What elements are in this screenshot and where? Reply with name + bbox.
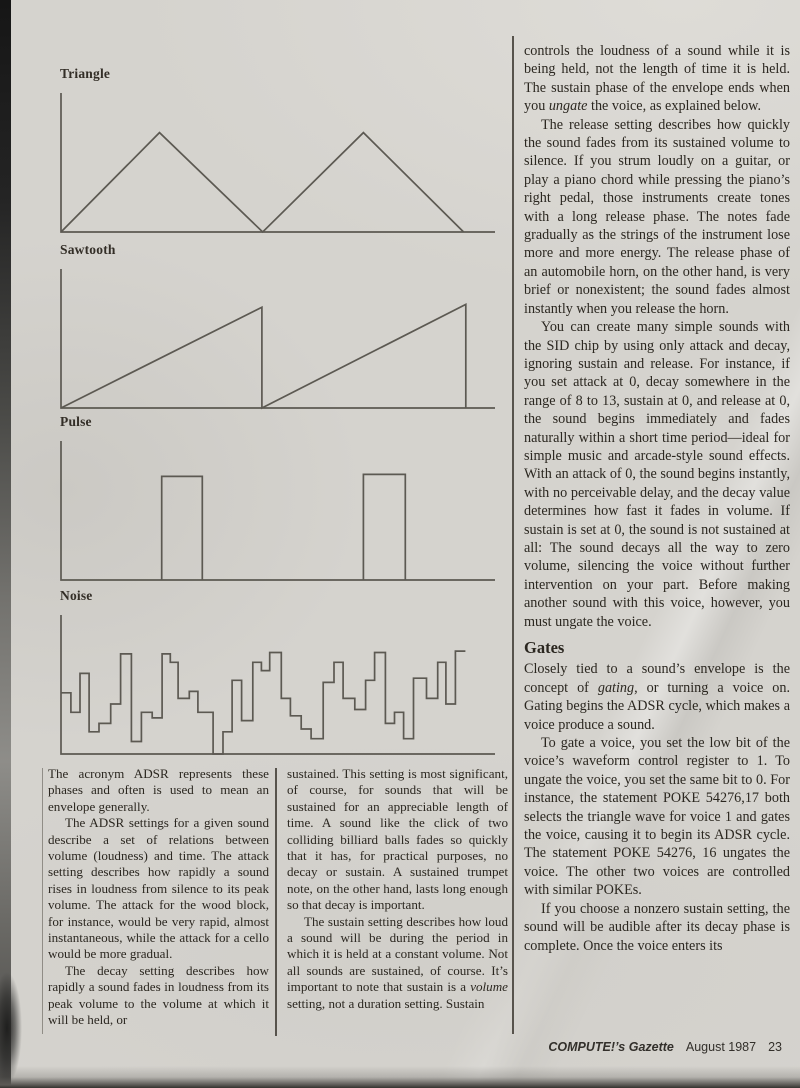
triangle-wave-path: [61, 133, 464, 232]
issue-date: August 1987: [685, 1040, 757, 1054]
article-column-1: [48, 766, 269, 1048]
body-text: the voice, as explained below.: [587, 98, 762, 115]
paragraph: [524, 116, 790, 318]
page-number: 23: [768, 1040, 782, 1054]
axis-lines: [61, 441, 495, 580]
sawtooth-wave-path: [61, 304, 466, 408]
section-heading: Gates: [524, 638, 565, 657]
column-rule-middle: [275, 768, 277, 1036]
waveform-label-pulse: Pulse: [60, 414, 92, 429]
axis-lines: [61, 269, 495, 408]
body-text: To gate a voice, you set the low bit of the voice’s waveform control register to 1. To ungate the voice, you set the same bit to 0. For instance, the statement POKE 54276,17 both selects the triangle wave for voice 1 and gates the voice, causing it to begin its ADSR cycle. The statement POKE 54276, 16 ungates the voice. The other two voices are controlled with similar POKEs.: [524, 735, 790, 899]
body-text: The acronym ADSR represents these phases and often is used to mean an envelope generally.: [48, 766, 269, 814]
italic-text: gating: [597, 679, 635, 696]
paragraph: [48, 963, 269, 1029]
body-text: setting, not a duration setting. Sustain: [287, 995, 485, 1011]
italic-text: ungate: [548, 98, 588, 115]
body-text: controls the loudness of a sound while it is being held, not the length of time it is held. The sustain phase of the envelope ends when you: [524, 43, 790, 115]
body-text: The sustain setting describes how loud a sound will be during the period in which it is held at a constant volume. Not all sounds are sustained, of course. It’s important to note that sustain is a: [287, 913, 508, 995]
body-text: You can create many simple sounds with the SID chip by using only attack and decay, ignoring sustain and release. For instance, if you set attack at 0, decay somewhere in the range of 8 to 13, sustain at 0, and release at 0, the sound begins immediately and fades naturally within a short time period—ideal for simple music and arcade-style sound effects. With an attack of 0, the sound begins instantly, with no perceivable delay, and the decay value determines how fast it fades in volume. If sustain is set at 0, the sound is not sustained at all: The sound decays all the way to zero volume, silencing the voice without further intervention on your part. Before making another sound with this voice, however, you must ungate the voice.: [524, 319, 790, 630]
triangle-waveform-plot: [56, 86, 496, 238]
page-footer: [548, 1040, 782, 1054]
paragraph: [287, 766, 508, 914]
paragraph: [48, 766, 269, 815]
column-rule-left: [42, 768, 43, 1034]
scan-edge-bottom: [0, 1066, 800, 1088]
waveform-label-sawtooth: Sawtooth: [60, 242, 116, 257]
body-text: , or turning a voice on. Gating begins the ADSR cycle, which makes a voice produce a sound.: [524, 679, 790, 733]
paragraph: [524, 734, 790, 900]
paragraph: [524, 900, 790, 955]
noise-waveform-plot: [56, 608, 496, 760]
pulse-waveform-plot: [56, 434, 496, 586]
waveform-label-noise: Noise: [60, 588, 93, 603]
body-text: The decay setting describes how rapidly a sound fades in loudness from its peak volume to the volume at which it will be held, or: [48, 962, 269, 1028]
body-text: If you choose a nonzero sustain setting, the sound will be audible after its decay phase is complete. Once the voice enters its: [524, 900, 790, 954]
article-column-3: [524, 42, 790, 1046]
waveform-figure-pulse: [56, 414, 496, 586]
axis-lines: [61, 615, 495, 754]
scan-edge-left: [0, 0, 11, 1088]
body-text: The release setting describes how quickly the sound fades from its sustained volume to silence. If you strum loudly on a guitar, or play a piano chord while pressing the piano’s right pedal, those instruments create tones with a long release phase. The notes fade gradually as the strings of the instrument lose more and more energy. The release phase of an automobile horn, on the other hand, is very brief or nonexistent; the sound fades almost instantly when you release the horn.: [524, 116, 790, 317]
italic-text: volume: [470, 979, 508, 995]
paragraph: [524, 318, 790, 631]
waveform-label-triangle: Triangle: [60, 66, 111, 81]
paragraph: [524, 42, 790, 116]
axis-lines: [61, 93, 495, 232]
body-text: Closely tied to a sound’s envelope is the concept of: [524, 661, 790, 696]
sawtooth-waveform-plot: [56, 262, 496, 414]
noise-wave-path: [61, 651, 465, 754]
waveform-figure-sawtooth: [56, 242, 496, 414]
magazine-name: COMPUTE!’s Gazette: [548, 1040, 674, 1054]
body-text: The ADSR settings for a given sound describe a set of relations between volume (loudness) and time. The attack setting describes how rapidly a sound rises in loudness from silence to its peak volume. The attack for the wood block, for instance, would be very rapid, almost instantaneous, while the attack for a cello would be more gradual.: [48, 815, 269, 962]
body-text: sustained. This setting is most significant, of course, for sounds that will be sustained for an appreciable length of time. A sound like the click of two colliding billiard balls fades so quickly that it has, for practical purposes, no decay or sustain. A sustained trumpet note, on the other hand, lasts long enough so that decay is important.: [287, 766, 508, 913]
paragraph: [524, 660, 790, 734]
waveform-figure-triangle: [56, 66, 496, 238]
paragraph: [287, 914, 508, 1012]
pulse-wave-path: [162, 474, 406, 580]
paragraph: [48, 815, 269, 963]
column-rule-right: [512, 36, 514, 1034]
waveform-figure-noise: [56, 588, 496, 760]
article-column-2: [287, 766, 508, 1048]
